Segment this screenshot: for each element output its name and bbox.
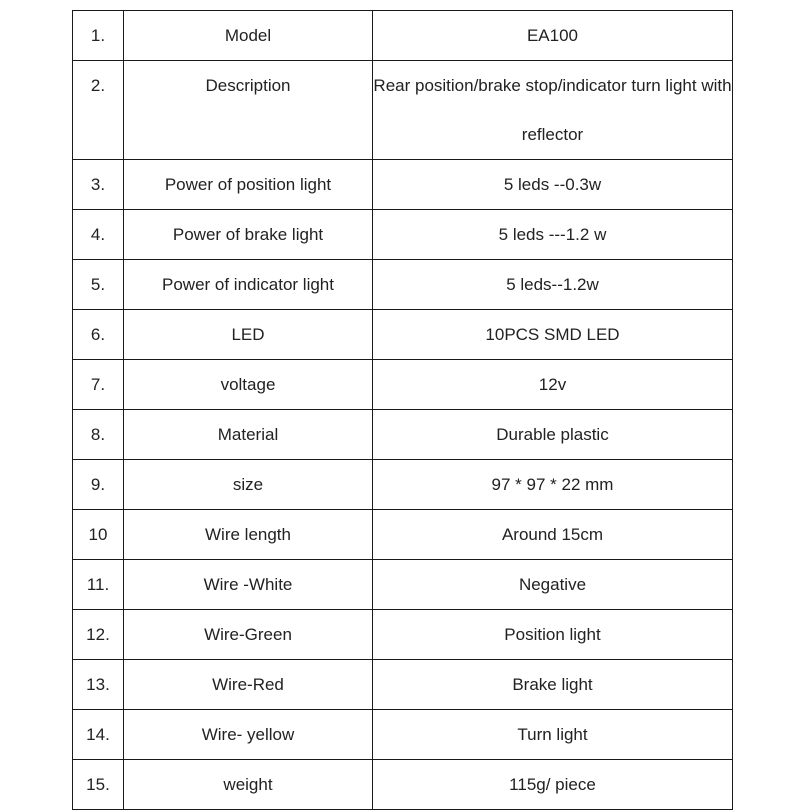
row-value: Durable plastic xyxy=(373,410,733,460)
row-number: 4. xyxy=(73,210,124,260)
row-label: LED xyxy=(124,310,373,360)
row-value: 12v xyxy=(373,360,733,410)
row-label: Material xyxy=(124,410,373,460)
row-label: Model xyxy=(124,11,373,61)
row-value: 5 leds ---1.2 w xyxy=(373,210,733,260)
row-label: Description xyxy=(124,61,373,160)
table-row xyxy=(73,460,733,510)
spec-table xyxy=(72,10,733,810)
row-value: 5 leds--1.2w xyxy=(373,260,733,310)
row-number: 8. xyxy=(73,410,124,460)
row-value: Rear position/brake stop/indicator turn light with reflector xyxy=(373,61,733,160)
row-value: Position light xyxy=(373,610,733,660)
table-row xyxy=(73,360,733,410)
table-row xyxy=(73,210,733,260)
row-number: 13. xyxy=(73,660,124,710)
row-number: 10 xyxy=(73,510,124,560)
row-number: 15. xyxy=(73,760,124,810)
table-row xyxy=(73,260,733,310)
row-label: weight xyxy=(124,760,373,810)
row-number: 9. xyxy=(73,460,124,510)
row-value: 115g/ piece xyxy=(373,760,733,810)
row-value: EA100 xyxy=(373,11,733,61)
table-row xyxy=(73,410,733,460)
table-row xyxy=(73,160,733,210)
row-value: Turn light xyxy=(373,710,733,760)
table-row xyxy=(73,760,733,810)
row-value: 10PCS SMD LED xyxy=(373,310,733,360)
row-label: Wire-Green xyxy=(124,610,373,660)
row-number: 6. xyxy=(73,310,124,360)
row-number: 11. xyxy=(73,560,124,610)
row-number: 14. xyxy=(73,710,124,760)
row-value: Negative xyxy=(373,560,733,610)
row-label: Wire-Red xyxy=(124,660,373,710)
row-label: Wire -White xyxy=(124,560,373,610)
row-label: Power of brake light xyxy=(124,210,373,260)
row-value: 97 * 97 * 22 mm xyxy=(373,460,733,510)
table-row xyxy=(73,510,733,560)
row-value: Around 15cm xyxy=(373,510,733,560)
table-row xyxy=(73,610,733,660)
row-label: Wire length xyxy=(124,510,373,560)
row-number: 5. xyxy=(73,260,124,310)
row-label: size xyxy=(124,460,373,510)
row-value: 5 leds --0.3w xyxy=(373,160,733,210)
table-row xyxy=(73,11,733,61)
row-value: Brake light xyxy=(373,660,733,710)
row-number: 12. xyxy=(73,610,124,660)
row-number: 7. xyxy=(73,360,124,410)
row-label: Wire- yellow xyxy=(124,710,373,760)
spec-table-body xyxy=(73,11,733,810)
row-number: 2. xyxy=(73,61,124,160)
row-number: 1. xyxy=(73,11,124,61)
row-label: Power of position light xyxy=(124,160,373,210)
table-row xyxy=(73,61,733,160)
row-label: voltage xyxy=(124,360,373,410)
table-row xyxy=(73,560,733,610)
row-label: Power of indicator light xyxy=(124,260,373,310)
table-row xyxy=(73,710,733,760)
row-number: 3. xyxy=(73,160,124,210)
table-row xyxy=(73,660,733,710)
table-row xyxy=(73,310,733,360)
